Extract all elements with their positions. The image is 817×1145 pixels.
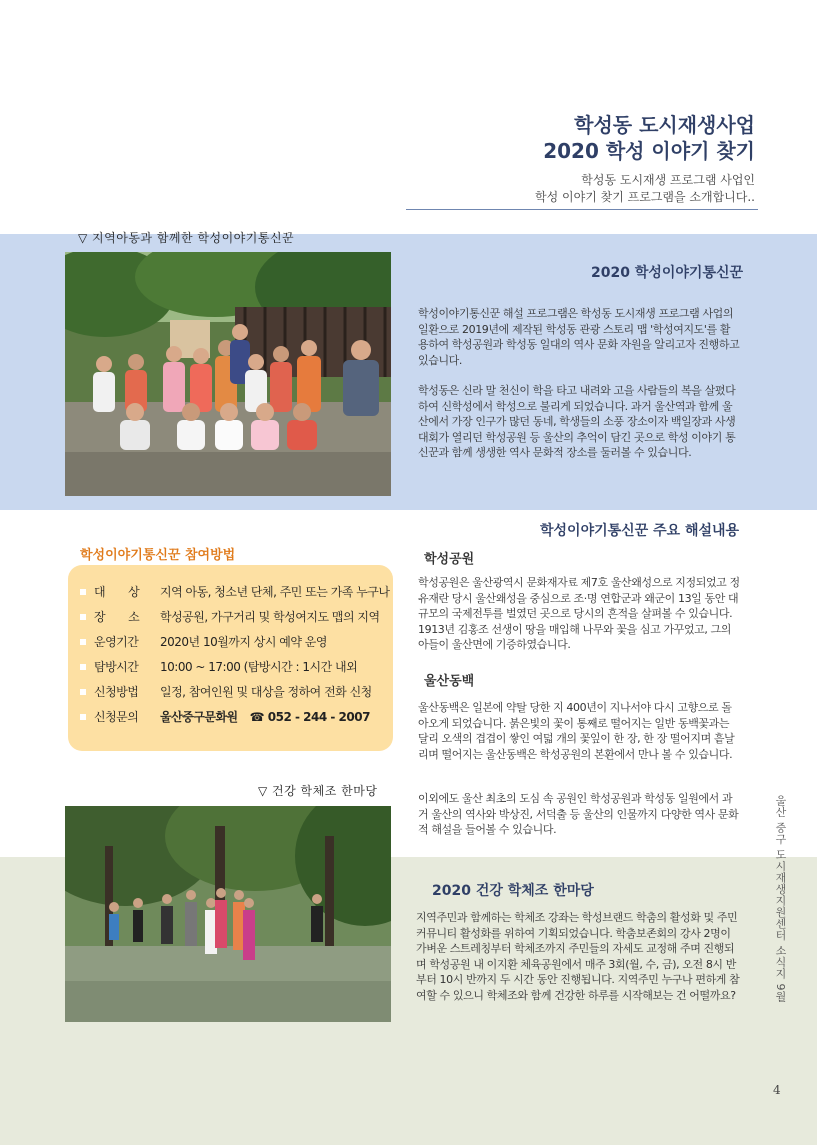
info-row-contact bbox=[80, 704, 387, 729]
exercise-illustration bbox=[65, 806, 391, 1022]
section2-sub1-title: 학성공원 bbox=[424, 552, 475, 567]
photo1-caption: ▽ 지역아동과 함께한 학성이야기통신꾼 bbox=[78, 231, 295, 245]
section3-title: 2020 건강 학체조 한마당 bbox=[432, 883, 594, 899]
page-title bbox=[543, 112, 755, 164]
info-box bbox=[68, 565, 393, 751]
section2-sub2-title: 울산동백 bbox=[424, 674, 475, 689]
info-label: 신청문의 bbox=[94, 710, 139, 724]
newsletter-vertical-label: 울산 중구 도시재생지원센터 소식지 9월 bbox=[774, 795, 787, 1003]
bullet-icon bbox=[80, 714, 86, 720]
children-group-illustration bbox=[65, 252, 391, 496]
section1-paragraph-1: 학성이야기통신꾼 해설 프로그램은 학성동 도시재생 프로그램 사업의 일환으로 2019년에 제작된 학성동 관광 스토리 맵 '학성여지도'를 활용하여 학성공원과 학성동 일대의 역사 문화 자원을 알리고자 진행하고 있습니다. bbox=[418, 307, 740, 367]
info-label: 운영기간 bbox=[94, 635, 139, 649]
bullet-icon bbox=[80, 639, 86, 645]
section1-body bbox=[418, 306, 740, 476]
info-value: 지역 아동, 청소년 단체, 주민 또는 가족 누구나 bbox=[160, 585, 390, 599]
bullet-icon bbox=[80, 589, 86, 595]
title-line-1: 학성동 도시재생사업 bbox=[574, 113, 755, 137]
info-value: 울산중구문화원 bbox=[160, 710, 238, 724]
info-label: 신청방법 bbox=[94, 685, 139, 699]
section2-sub2-extra: 이외에도 울산 최초의 도심 속 공원인 학성공원과 학성동 일원에서 과거 울산의 역사와 박상진, 서덕출 등 울산의 인물까지 다양한 역사 문화적 해설을 들어볼 수 있습니다. bbox=[418, 792, 739, 836]
info-row-period bbox=[80, 629, 387, 654]
title-line-2: 2020 학성 이야기 찾기 bbox=[543, 139, 755, 163]
info-row-location bbox=[80, 604, 387, 629]
info-value: 학성공원, 가구거리 및 학성여지도 맵의 지역 bbox=[160, 610, 380, 624]
subtitle-line-1: 학성동 도시재생 프로그램 사업인 bbox=[581, 173, 755, 187]
page-number: 4 bbox=[773, 1083, 781, 1097]
info-label: 장 소 bbox=[94, 610, 140, 624]
header-divider bbox=[406, 209, 758, 210]
info-value: 10:00 ~ 17:00 (탐방시간 : 1시간 내외 bbox=[160, 660, 358, 674]
section3-body: 지역주민과 함께하는 학체조 강좌는 학성브랜드 학춤의 활성화 및 주민 커뮤니티 활성화를 위하여 기획되었습니다. 학춤보존회의 강사 2명이 가벼운 스트레칭부터 학체조까지 주민들의 자세도 교정해 주며 진행되며 학성공원 내 이지환 체육공원에서 매주 3회(월, 수, 금), 오전 8시 반부터 10시 반까지 두 시간 동안 진행됩니다. 지역주민 누구나 편하게 참여할 수 있으니 학체조와 함께 건강한 하루를 시작해보는 건 어떨까요? bbox=[416, 911, 740, 1002]
bullet-icon bbox=[80, 689, 86, 695]
photo2-caption: ▽ 건강 학체조 한마당 bbox=[258, 784, 378, 798]
info-label: 대 상 bbox=[94, 585, 140, 599]
exercise-photo bbox=[65, 806, 391, 1022]
section2-sub2-text: 울산동백은 일본에 약탈 당한 지 400년이 지나서야 다시 고향으로 돌아오게 되었습니다. 붉은빛의 꽃이 통째로 떨어지는 일반 동백꽃과는 달리 오색의 겹겹이 쌓인 여덟 개의 꽃잎이 한 장, 한 장 떨어지며 흩날리며 떨어지는 울산동백은 학성공원의 본환에서 만나 볼 수 있습니다. bbox=[418, 701, 735, 761]
phone-number: ☎ 052 - 244 - 2007 bbox=[249, 709, 370, 724]
section2-title: 학성이야기통신꾼 주요 해설내용 bbox=[540, 523, 740, 539]
section1-paragraph-2: 학성동은 신라 말 천신이 학을 타고 내려와 고을 사람들의 복을 살폈다 하여 신학성에서 학성으로 불리게 되었습니다. 과거 울산역과 함께 울산에서 가장 인구가 많던 동네, 학생들의 소풍 장소이자 백일장과 사생대회가 열리던 학성공원 등 울산의 추억이 담긴 곳으로 학성 이야기 통신꾼과 함께 생생한 역사 문화적 장소를 둘러볼 수 있습니다. bbox=[418, 384, 736, 459]
info-value: 2020년 10월까지 상시 예약 운영 bbox=[160, 635, 327, 649]
subtitle-line-2: 학성 이야기 찾기 프로그램을 소개합니다.. bbox=[535, 190, 755, 204]
bullet-icon bbox=[80, 664, 86, 670]
info-row-method bbox=[80, 679, 387, 704]
info-label: 탐방시간 bbox=[94, 660, 139, 674]
info-value: 일정, 참여인원 및 대상을 정하여 전화 신청 bbox=[160, 685, 372, 699]
info-title: 학성이야기통신꾼 참여방법 bbox=[80, 548, 236, 563]
section1-title: 2020 학성이야기통신꾼 bbox=[591, 265, 744, 281]
page-subtitle bbox=[535, 172, 755, 206]
bullet-icon bbox=[80, 614, 86, 620]
info-row-time bbox=[80, 654, 387, 679]
children-group-photo bbox=[65, 252, 391, 496]
section2-sub1-text: 학성공원은 울산광역시 문화재자료 제7호 울산왜성으로 지정되었고 정유재란 당시 울산왜성을 중심으로 조·명 연합군과 왜군이 13일 동안 대규모의 국제전투를 벌였던 곳으로 당시의 흔적을 살펴볼 수 있습니다. 1913년 김홍조 선생이 땅을 매입해 나무와 꽃을 심고 가꾸었고, 그의 아들이 울산면에 기증하였습니다. bbox=[418, 576, 740, 651]
info-row-target bbox=[80, 579, 390, 604]
